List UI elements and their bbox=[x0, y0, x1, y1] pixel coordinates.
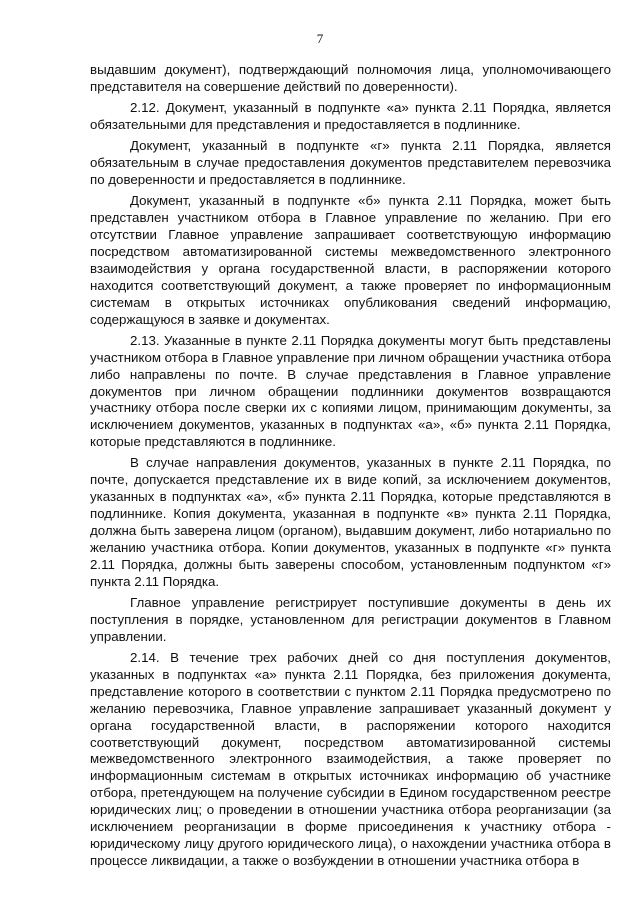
paragraph-2-14: 2.14. В течение трех рабочих дней со дня поступления документов, указанных в подпунктах «а» пункта 2.11 Порядка, без приложения документа, представление которого в соответствии с пунктом 2.11 Порядка предусмотрено по желанию перевозчика, Главное управление запрашивает указанный документ у органа государственной власти, в распоряжении которого находится соответствующий документ, посредством автоматизированной системы межведомственного электронного взаимодействия, а также проверяет по информационным системам в открытых источниках информацию об участнике отбора, претендующем на получение субсидии в Едином государственном реестре юридических лиц; о проведении в отношении участника отбора реорганизации (за исключением реорганизации в форме присоединения к участнику отбора - юридическому лицу другого юридического лица), о нахождении участника отбора в процессе ликвидации, а также о возбуждении в отношении участника отбора в bbox=[90, 649, 611, 868]
paragraph-continuation: выдавшим документ), подтверждающий полномочия лица, уполномочивающего представителя на совершение действий по доверенности). bbox=[90, 62, 611, 94]
document-body bbox=[90, 62, 611, 874]
paragraph-2-12: 2.12. Документ, указанный в подпункте «а» пункта 2.11 Порядка, является обязательными для представления и предоставляется в подлиннике. bbox=[90, 100, 611, 133]
paragraph-2-13: 2.13. Указанные в пункте 2.11 Порядка документы могут быть представлены участником отбора в Главное управление при личном обращении участника отбора либо направлены по почте. В случае представления в Главное управление документов при личном обращении подлинники документов возвращаются участнику отбора после сверки их с копиями лицом, принимающим документы, за исключением документов, указанных в подпунктах «а», «б» пункта 2.11 Порядка, которые представляются в подлиннике. bbox=[90, 332, 611, 450]
paragraph-document-g: Документ, указанный в подпункте «г» пункта 2.11 Порядка, является обязательным в случае предоставления документов представителем перевозчика по доверенности и предоставляется в подлиннике. bbox=[90, 138, 611, 188]
paragraph-mail-submission: В случае направления документов, указанных в пункте 2.11 Порядка, по почте, допускается представление их в виде копий, за исключением документов, указанных в подпунктах «а», «б» пункта 2.11 Порядка, которые представляются в подлиннике. Копия документа, указанная в подпункте «в» пункта 2.11 Порядка, должна быть заверена лицом (органом), выдавшим документ, либо нотариально по желанию участника отбора. Копии документов, указанных в подпункте «г» пункта 2.11 Порядка, должны быть заверены способом, установленным подпунктом «г» пункта 2.11 Порядка. bbox=[90, 455, 611, 589]
paragraph-document-b: Документ, указанный в подпункте «б» пункта 2.11 Порядка, может быть представлен участником отбора в Главное управление по желанию. При его отсутствии Главное управление запрашивает соответствующую информацию посредством автоматизированной системы межведомственного электронного взаимодействия у органа государственной власти, в распоряжении которого находится соответствующий документ, а также проверяет по информационным системам в открытых источниках опубликования сведений информацию, содержащуюся в заявке и документах. bbox=[90, 193, 611, 327]
paragraph-registration: Главное управление регистрирует поступившие документы в день их поступления в порядке, установленном для регистрации документов в Главном управлении. bbox=[90, 594, 611, 644]
page-number: 7 bbox=[316, 31, 324, 46]
